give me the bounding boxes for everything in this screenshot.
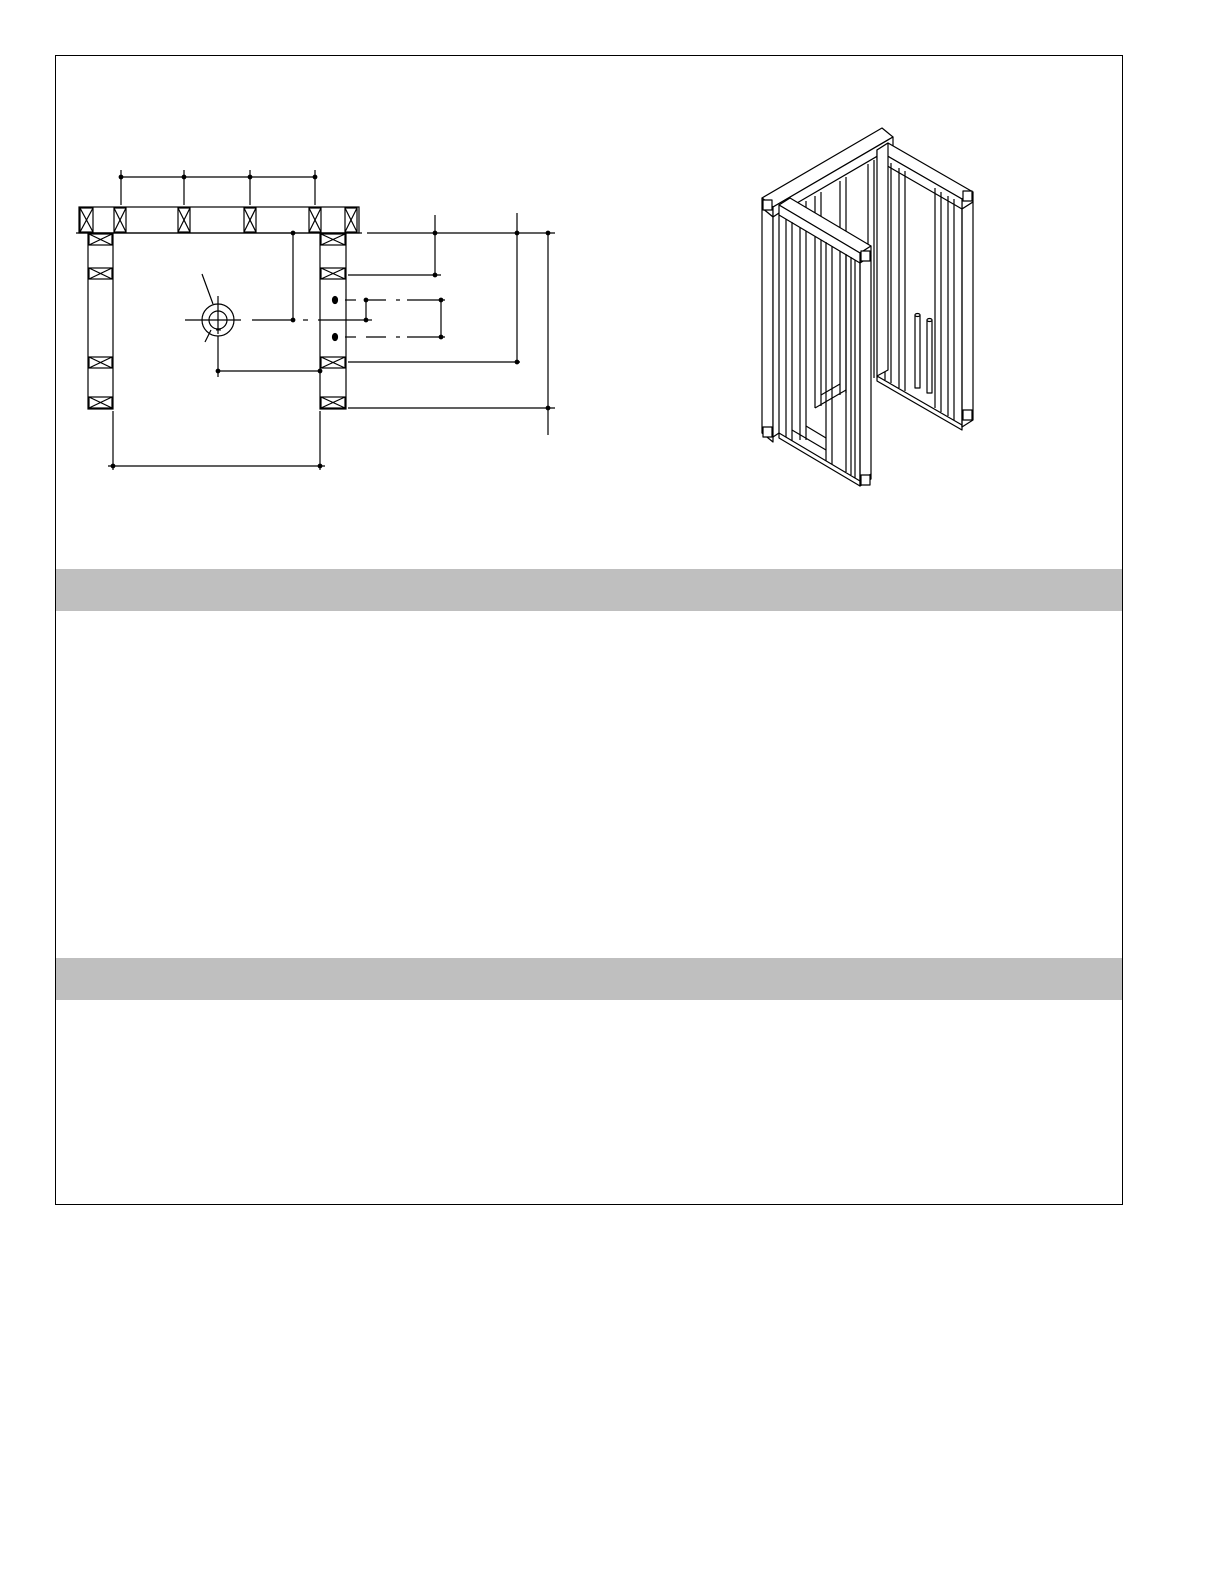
left-back-wall [762,128,893,442]
right-back-wall [877,143,973,430]
supply-pipe-1-icon [915,314,920,389]
corner-post [877,143,888,376]
supply-pipe-2-icon [927,319,932,394]
